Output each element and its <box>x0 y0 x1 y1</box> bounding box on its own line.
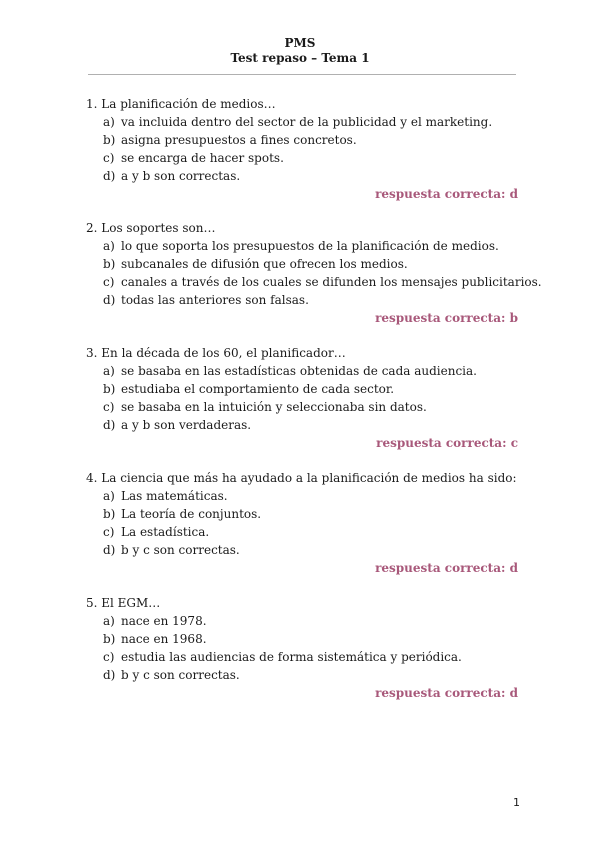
option-c <box>86 273 542 291</box>
option-letter: c) <box>103 400 115 414</box>
document-title: PMS <box>284 36 316 50</box>
option-text: estudia las audiencias de forma sistemática y periódica. <box>121 650 462 664</box>
option-letter: d) <box>103 543 116 557</box>
question-4 <box>86 469 518 577</box>
question-5 <box>86 594 518 702</box>
option-text: Las matemáticas. <box>121 489 228 503</box>
option-b <box>86 630 518 648</box>
document-header <box>0 36 600 66</box>
option-b <box>86 131 518 149</box>
correct-answer: respuesta correcta: d <box>375 686 518 700</box>
option-c <box>86 523 518 541</box>
option-text: se basaba en las estadísticas obtenidas de cada audiencia. <box>121 364 477 378</box>
option-text: La teoría de conjuntos. <box>121 507 262 521</box>
option-letter: a) <box>103 614 115 628</box>
question-text: 1. La planificación de medios… <box>86 97 276 111</box>
options-list <box>86 362 518 434</box>
correct-answer: respuesta correcta: d <box>375 561 518 575</box>
question-text: 4. La ciencia que más ha ayudado a la planificación de medios ha sido: <box>86 471 517 485</box>
correct-answer: respuesta correcta: c <box>376 436 518 450</box>
option-text: a y b son correctas. <box>121 169 241 183</box>
options-list <box>86 612 518 684</box>
option-text: nace en 1978. <box>121 614 207 628</box>
option-d <box>86 541 518 559</box>
question-1 <box>86 95 518 203</box>
option-text: b y c son correctas. <box>121 543 240 557</box>
option-a <box>86 487 518 505</box>
option-a <box>86 237 518 255</box>
page-number: 1 <box>513 796 520 809</box>
option-b <box>86 505 518 523</box>
option-b <box>86 380 518 398</box>
option-letter: a) <box>103 489 115 503</box>
option-text: La estadística. <box>121 525 210 539</box>
option-text: estudiaba el comportamiento de cada sector. <box>121 382 395 396</box>
option-letter: c) <box>103 151 115 165</box>
option-letter: d) <box>103 169 116 183</box>
option-text: va incluida dentro del sector de la publicidad y el marketing. <box>121 115 493 129</box>
option-text: asigna presupuestos a fines concretos. <box>121 133 357 147</box>
option-b <box>86 255 518 273</box>
option-d <box>86 666 518 684</box>
option-text: a y b son verdaderas. <box>121 418 252 432</box>
question-2 <box>86 219 542 327</box>
option-letter: d) <box>103 293 116 307</box>
option-text: se encarga de hacer spots. <box>121 151 284 165</box>
options-list <box>86 113 518 185</box>
option-text: canales a través de los cuales se difunden los mensajes publicitarios. <box>121 275 542 289</box>
question-text: 5. El EGM… <box>86 596 161 610</box>
option-text: nace en 1968. <box>121 632 207 646</box>
question-text: 2. Los soportes son… <box>86 221 216 235</box>
option-text: lo que soporta los presupuestos de la planificación de medios. <box>121 239 499 253</box>
options-list <box>86 237 542 309</box>
correct-answer: respuesta correcta: d <box>375 187 518 201</box>
option-letter: a) <box>103 115 115 129</box>
option-a <box>86 113 518 131</box>
option-letter: c) <box>103 525 115 539</box>
option-a <box>86 362 518 380</box>
option-letter: c) <box>103 650 115 664</box>
option-letter: c) <box>103 275 115 289</box>
options-list <box>86 487 518 559</box>
option-text: b y c son correctas. <box>121 668 240 682</box>
option-d <box>86 167 518 185</box>
document-subtitle: Test repaso – Tema 1 <box>230 51 370 65</box>
option-text: se basaba en la intuición y seleccionaba sin datos. <box>121 400 427 414</box>
option-letter: a) <box>103 239 115 253</box>
option-letter: b) <box>103 257 116 271</box>
option-c <box>86 648 518 666</box>
option-letter: b) <box>103 133 116 147</box>
question-text: 3. En la década de los 60, el planificador… <box>86 346 346 360</box>
correct-answer: respuesta correcta: b <box>375 311 518 325</box>
option-letter: d) <box>103 668 116 682</box>
option-a <box>86 612 518 630</box>
option-c <box>86 149 518 167</box>
option-text: todas las anteriores son falsas. <box>121 293 309 307</box>
option-d <box>86 291 518 309</box>
option-d <box>86 416 518 434</box>
option-letter: d) <box>103 418 116 432</box>
option-letter: b) <box>103 632 116 646</box>
option-c <box>86 398 518 416</box>
option-letter: b) <box>103 507 116 521</box>
option-letter: a) <box>103 364 115 378</box>
header-divider <box>88 74 516 75</box>
question-3 <box>86 344 518 452</box>
option-letter: b) <box>103 382 116 396</box>
option-text: subcanales de difusión que ofrecen los medios. <box>121 257 408 271</box>
